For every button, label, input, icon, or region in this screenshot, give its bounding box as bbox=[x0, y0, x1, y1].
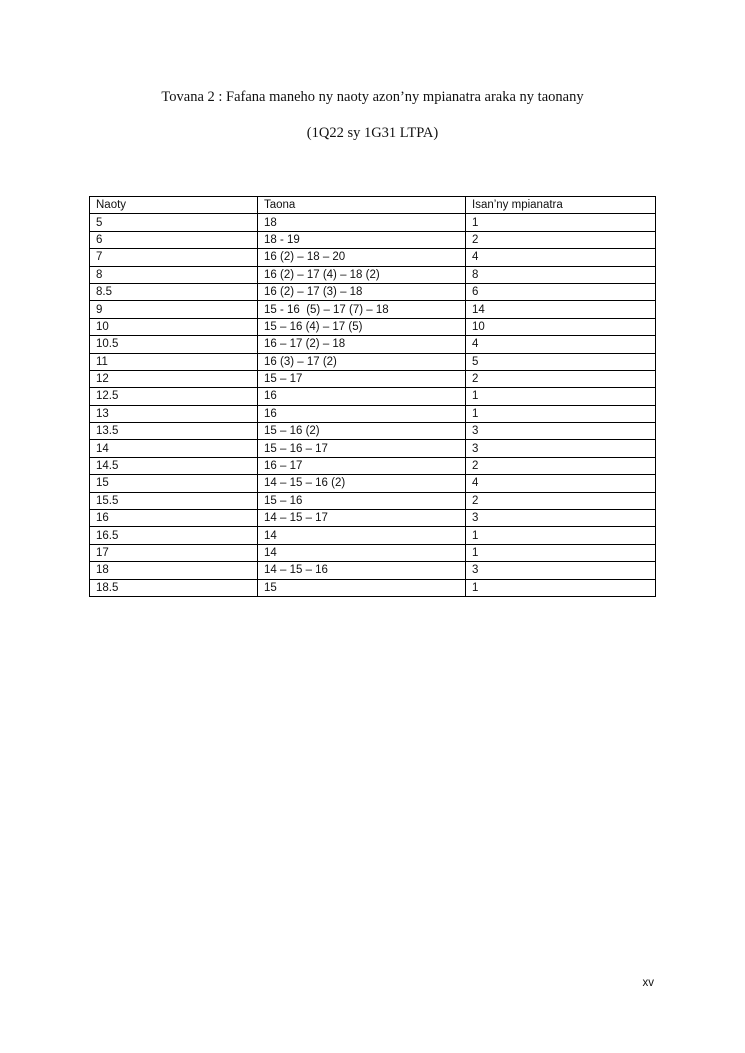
cell-isan-ny-mpianatra: 2 bbox=[466, 457, 656, 474]
table-row bbox=[90, 370, 656, 387]
table-row bbox=[90, 423, 656, 440]
cell-naoty: 16.5 bbox=[90, 527, 258, 544]
cell-naoty: 11 bbox=[90, 353, 258, 370]
cell-naoty: 5 bbox=[90, 214, 258, 231]
cell-isan-ny-mpianatra: 1 bbox=[466, 579, 656, 596]
table-header-row bbox=[90, 197, 656, 214]
cell-isan-ny-mpianatra: 3 bbox=[466, 510, 656, 527]
cell-taona: 18 bbox=[258, 214, 466, 231]
cell-isan-ny-mpianatra: 6 bbox=[466, 283, 656, 300]
cell-taona: 16 – 17 bbox=[258, 457, 466, 474]
cell-taona: 16 (2) – 17 (4) – 18 (2) bbox=[258, 266, 466, 283]
table-row bbox=[90, 231, 656, 248]
cell-isan-ny-mpianatra: 1 bbox=[466, 544, 656, 561]
table-row bbox=[90, 249, 656, 266]
page-title: Tovana 2 : Fafana maneho ny naoty azon’ny mpianatra araka ny taonany bbox=[161, 89, 584, 105]
cell-taona: 16 (2) – 17 (3) – 18 bbox=[258, 283, 466, 300]
cell-isan-ny-mpianatra: 1 bbox=[466, 214, 656, 231]
cell-isan-ny-mpianatra: 14 bbox=[466, 301, 656, 318]
cell-isan-ny-mpianatra: 10 bbox=[466, 318, 656, 335]
cell-isan-ny-mpianatra: 4 bbox=[466, 475, 656, 492]
cell-isan-ny-mpianatra: 2 bbox=[466, 370, 656, 387]
cell-naoty: 14 bbox=[90, 440, 258, 457]
table-row bbox=[90, 510, 656, 527]
header-naoty: Naoty bbox=[90, 197, 258, 214]
cell-isan-ny-mpianatra: 1 bbox=[466, 388, 656, 405]
cell-naoty: 13.5 bbox=[90, 423, 258, 440]
table-row bbox=[90, 579, 656, 596]
cell-taona: 16 (2) – 18 – 20 bbox=[258, 249, 466, 266]
cell-naoty: 10.5 bbox=[90, 336, 258, 353]
cell-taona: 14 – 15 – 16 (2) bbox=[258, 475, 466, 492]
cell-naoty: 15 bbox=[90, 475, 258, 492]
cell-isan-ny-mpianatra: 3 bbox=[466, 562, 656, 579]
cell-taona: 14 bbox=[258, 527, 466, 544]
cell-isan-ny-mpianatra: 3 bbox=[466, 423, 656, 440]
table-row bbox=[90, 301, 656, 318]
cell-naoty: 8 bbox=[90, 266, 258, 283]
cell-naoty: 6 bbox=[90, 231, 258, 248]
cell-isan-ny-mpianatra: 8 bbox=[466, 266, 656, 283]
table-row bbox=[90, 336, 656, 353]
cell-taona: 18 - 19 bbox=[258, 231, 466, 248]
cell-taona: 16 – 17 (2) – 18 bbox=[258, 336, 466, 353]
cell-naoty: 7 bbox=[90, 249, 258, 266]
cell-naoty: 16 bbox=[90, 510, 258, 527]
cell-isan-ny-mpianatra: 5 bbox=[466, 353, 656, 370]
cell-taona: 15 – 16 (2) bbox=[258, 423, 466, 440]
table-row bbox=[90, 266, 656, 283]
cell-isan-ny-mpianatra: 4 bbox=[466, 336, 656, 353]
table-row bbox=[90, 492, 656, 509]
cell-taona: 15 – 16 bbox=[258, 492, 466, 509]
cell-taona: 16 bbox=[258, 405, 466, 422]
header-taona: Taona bbox=[258, 197, 466, 214]
table-row bbox=[90, 214, 656, 231]
table-row bbox=[90, 544, 656, 561]
cell-taona: 15 – 16 (4) – 17 (5) bbox=[258, 318, 466, 335]
cell-isan-ny-mpianatra: 3 bbox=[466, 440, 656, 457]
cell-naoty: 18 bbox=[90, 562, 258, 579]
cell-taona: 14 bbox=[258, 544, 466, 561]
cell-naoty: 14.5 bbox=[90, 457, 258, 474]
table-row bbox=[90, 457, 656, 474]
cell-taona: 15 bbox=[258, 579, 466, 596]
cell-isan-ny-mpianatra: 1 bbox=[466, 405, 656, 422]
cell-naoty: 13 bbox=[90, 405, 258, 422]
grades-table bbox=[89, 196, 656, 597]
table-row bbox=[90, 562, 656, 579]
cell-taona: 16 (3) – 17 (2) bbox=[258, 353, 466, 370]
cell-naoty: 12 bbox=[90, 370, 258, 387]
table-row bbox=[90, 527, 656, 544]
cell-naoty: 10 bbox=[90, 318, 258, 335]
page-number: xv bbox=[642, 977, 654, 989]
cell-isan-ny-mpianatra: 1 bbox=[466, 527, 656, 544]
cell-taona: 14 – 15 – 17 bbox=[258, 510, 466, 527]
cell-taona: 16 bbox=[258, 388, 466, 405]
cell-naoty: 8.5 bbox=[90, 283, 258, 300]
cell-naoty: 9 bbox=[90, 301, 258, 318]
cell-isan-ny-mpianatra: 4 bbox=[466, 249, 656, 266]
table-row bbox=[90, 388, 656, 405]
cell-naoty: 12.5 bbox=[90, 388, 258, 405]
cell-isan-ny-mpianatra: 2 bbox=[466, 492, 656, 509]
cell-naoty: 17 bbox=[90, 544, 258, 561]
table-row bbox=[90, 283, 656, 300]
header-isan-ny-mpianatra: Isan’ny mpianatra bbox=[466, 197, 656, 214]
table-row bbox=[90, 318, 656, 335]
cell-taona: 15 - 16 (5) – 17 (7) – 18 bbox=[258, 301, 466, 318]
table-row bbox=[90, 353, 656, 370]
table-row bbox=[90, 405, 656, 422]
cell-taona: 15 – 16 – 17 bbox=[258, 440, 466, 457]
cell-naoty: 15.5 bbox=[90, 492, 258, 509]
page-subtitle: (1Q22 sy 1G31 LTPA) bbox=[306, 125, 439, 141]
cell-isan-ny-mpianatra: 2 bbox=[466, 231, 656, 248]
cell-taona: 15 – 17 bbox=[258, 370, 466, 387]
table-row bbox=[90, 475, 656, 492]
cell-naoty: 18.5 bbox=[90, 579, 258, 596]
cell-taona: 14 – 15 – 16 bbox=[258, 562, 466, 579]
table-row bbox=[90, 440, 656, 457]
